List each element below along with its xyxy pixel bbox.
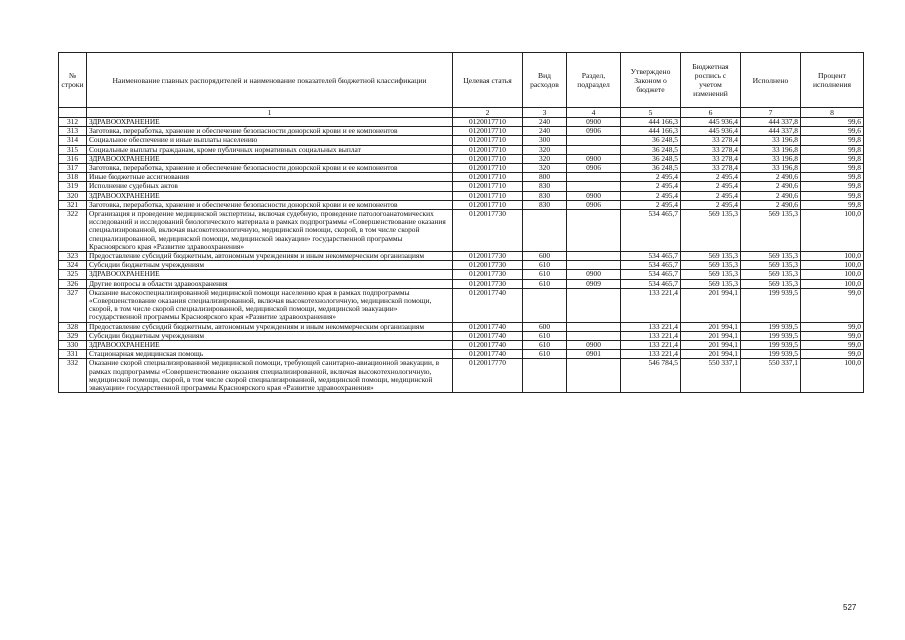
row-target-article: 0120017740 [453, 331, 523, 340]
row-section: 0906 [567, 200, 621, 209]
row-approved: 534 465,7 [621, 252, 681, 261]
row-name: Предоставление субсидий бюджетным, автономным учреждениям и иным некоммерческим организациям [87, 322, 453, 331]
column-header-approved: Утверждено Законом о бюджете [621, 53, 681, 108]
row-expense-type: 320 [523, 154, 567, 163]
row-executed: 199 939,5 [741, 288, 801, 322]
row-approved: 2 495,4 [621, 200, 681, 209]
row-budget-list: 569 135,3 [681, 270, 741, 279]
row-expense-type: 300 [523, 136, 567, 145]
column-header-number: № строки [59, 53, 87, 108]
table-row [59, 359, 864, 393]
column-header-percent: Процент исполнения [801, 53, 864, 108]
row-percent: 99,6 [801, 118, 864, 127]
row-expense-type: 800 [523, 173, 567, 182]
table-row [59, 191, 864, 200]
row-section: 0906 [567, 127, 621, 136]
row-number: 328 [59, 322, 87, 331]
row-percent: 99,8 [801, 164, 864, 173]
row-number: 316 [59, 154, 87, 163]
row-target-article: 0120017710 [453, 182, 523, 191]
row-number: 330 [59, 341, 87, 350]
row-number: 315 [59, 145, 87, 154]
row-target-article: 0120017710 [453, 145, 523, 154]
budget-execution-table [58, 52, 864, 393]
row-name: Субсидии бюджетным учреждениям [87, 261, 453, 270]
column-number: 6 [681, 108, 741, 118]
row-percent: 99,6 [801, 127, 864, 136]
column-number: 5 [621, 108, 681, 118]
row-expense-type: 600 [523, 322, 567, 331]
row-section: 0900 [567, 191, 621, 200]
column-header-section: Раздел, подраздел [567, 53, 621, 108]
row-percent: 99,8 [801, 200, 864, 209]
row-percent: 100,0 [801, 270, 864, 279]
row-budget-list: 445 936,4 [681, 127, 741, 136]
row-section: 0900 [567, 118, 621, 127]
row-percent: 99,8 [801, 173, 864, 182]
row-expense-type: 600 [523, 252, 567, 261]
row-budget-list: 201 994,1 [681, 350, 741, 359]
table-row [59, 136, 864, 145]
row-number: 327 [59, 288, 87, 322]
row-section: 0900 [567, 341, 621, 350]
row-executed: 199 939,5 [741, 341, 801, 350]
row-number: 331 [59, 350, 87, 359]
row-percent: 100,0 [801, 279, 864, 288]
row-approved: 36 248,5 [621, 145, 681, 154]
row-approved: 36 248,5 [621, 136, 681, 145]
row-name: Предоставление субсидий бюджетным, автономным учреждениям и иным некоммерческим организациям [87, 252, 453, 261]
row-percent: 99,8 [801, 154, 864, 163]
row-budget-list: 2 495,4 [681, 182, 741, 191]
row-budget-list: 33 278,4 [681, 136, 741, 145]
row-section [567, 288, 621, 322]
row-name: ЗДРАВООХРАНЕНИЕ [87, 341, 453, 350]
row-executed: 33 196,8 [741, 145, 801, 154]
row-expense-type [523, 210, 567, 252]
row-executed: 33 196,8 [741, 154, 801, 163]
row-number: 319 [59, 182, 87, 191]
row-name: ЗДРАВООХРАНЕНИЕ [87, 270, 453, 279]
row-budget-list: 201 994,1 [681, 341, 741, 350]
row-approved: 36 248,5 [621, 164, 681, 173]
row-section: 0909 [567, 279, 621, 288]
row-executed: 199 939,5 [741, 350, 801, 359]
row-expense-type: 240 [523, 118, 567, 127]
row-expense-type: 610 [523, 331, 567, 340]
row-number: 312 [59, 118, 87, 127]
row-number: 329 [59, 331, 87, 340]
table-header-row [59, 53, 864, 108]
row-percent: 99,0 [801, 350, 864, 359]
row-name: Исполнение судебных актов [87, 182, 453, 191]
row-approved: 2 495,4 [621, 173, 681, 182]
row-budget-list: 2 495,4 [681, 173, 741, 182]
row-expense-type: 320 [523, 145, 567, 154]
row-number: 318 [59, 173, 87, 182]
row-budget-list: 33 278,4 [681, 145, 741, 154]
row-executed: 569 135,3 [741, 210, 801, 252]
row-section [567, 359, 621, 393]
row-budget-list: 33 278,4 [681, 154, 741, 163]
row-name: Социальное обеспечение и иные выплаты населению [87, 136, 453, 145]
row-number: 321 [59, 200, 87, 209]
row-budget-list: 201 994,1 [681, 331, 741, 340]
row-approved: 133 221,4 [621, 331, 681, 340]
row-number: 323 [59, 252, 87, 261]
row-expense-type [523, 359, 567, 393]
row-section [567, 322, 621, 331]
row-percent: 99,0 [801, 331, 864, 340]
row-target-article: 0120017730 [453, 270, 523, 279]
row-expense-type: 610 [523, 341, 567, 350]
row-expense-type: 830 [523, 200, 567, 209]
row-section [567, 210, 621, 252]
table-row [59, 270, 864, 279]
table-row [59, 261, 864, 270]
table-body [59, 118, 864, 393]
row-number: 322 [59, 210, 87, 252]
row-name: Субсидии бюджетным учреждениям [87, 331, 453, 340]
row-number: 313 [59, 127, 87, 136]
row-budget-list: 33 278,4 [681, 164, 741, 173]
row-budget-list: 445 936,4 [681, 118, 741, 127]
row-budget-list: 2 495,4 [681, 191, 741, 200]
row-approved: 133 221,4 [621, 322, 681, 331]
column-number: 2 [453, 108, 523, 118]
row-target-article: 0120017710 [453, 127, 523, 136]
row-percent: 99,0 [801, 322, 864, 331]
table-row [59, 331, 864, 340]
column-header-budget-list: Бюджетная роспись с учетом изменений [681, 53, 741, 108]
row-number: 326 [59, 279, 87, 288]
column-number: 4 [567, 108, 621, 118]
row-name: Иные бюджетные ассигнования [87, 173, 453, 182]
row-executed: 2 490,6 [741, 173, 801, 182]
row-name: ЗДРАВООХРАНЕНИЕ [87, 191, 453, 200]
row-expense-type: 830 [523, 182, 567, 191]
row-approved: 534 465,7 [621, 279, 681, 288]
row-target-article: 0120017740 [453, 341, 523, 350]
row-section [567, 136, 621, 145]
row-number: 314 [59, 136, 87, 145]
row-approved: 444 166,3 [621, 127, 681, 136]
row-name: Оказание скорой специализированной медицинской помощи, требующей санитарно-авиационной эвакуации, в рамках подпрограммы «Совершенствование оказания специализированной, включая высокотехнологичную, медицинской помощи, скорой, в том числе скорой специализированной, медицинской помощи, медицинской эвакуации» государственной программы Красноярского края «Развитие здравоохранения» [87, 359, 453, 393]
row-executed: 569 135,3 [741, 270, 801, 279]
row-section [567, 252, 621, 261]
row-approved: 36 248,5 [621, 154, 681, 163]
row-approved: 534 465,7 [621, 270, 681, 279]
column-number: 7 [741, 108, 801, 118]
column-header-expense-type: Вид расходов [523, 53, 567, 108]
row-expense-type: 830 [523, 191, 567, 200]
row-percent: 100,0 [801, 252, 864, 261]
row-target-article: 0120017730 [453, 261, 523, 270]
row-percent: 99,0 [801, 341, 864, 350]
row-target-article: 0120017710 [453, 200, 523, 209]
row-target-article: 0120017740 [453, 350, 523, 359]
row-budget-list: 569 135,3 [681, 252, 741, 261]
row-expense-type: 610 [523, 279, 567, 288]
row-executed: 33 196,8 [741, 136, 801, 145]
row-expense-type: 610 [523, 261, 567, 270]
row-approved: 546 784,5 [621, 359, 681, 393]
row-budget-list: 2 495,4 [681, 200, 741, 209]
row-budget-list: 569 135,3 [681, 279, 741, 288]
row-percent: 99,8 [801, 145, 864, 154]
row-number: 324 [59, 261, 87, 270]
row-name: Стационарная медицинская помощь [87, 350, 453, 359]
column-header-executed: Исполнено [741, 53, 801, 108]
row-executed: 33 196,8 [741, 164, 801, 173]
row-target-article: 0120017730 [453, 210, 523, 252]
row-approved: 2 495,4 [621, 191, 681, 200]
row-expense-type: 320 [523, 164, 567, 173]
row-number: 325 [59, 270, 87, 279]
row-target-article: 0120017730 [453, 252, 523, 261]
row-percent: 100,0 [801, 359, 864, 393]
row-percent: 99,0 [801, 288, 864, 322]
row-budget-list: 569 135,3 [681, 210, 741, 252]
row-name: ЗДРАВООХРАНЕНИЕ [87, 118, 453, 127]
row-target-article: 0120017710 [453, 136, 523, 145]
row-executed: 199 939,5 [741, 322, 801, 331]
column-header-target: Целевая статья [453, 53, 523, 108]
row-number: 320 [59, 191, 87, 200]
row-target-article: 0120017710 [453, 154, 523, 163]
row-target-article: 0120017730 [453, 279, 523, 288]
table-row [59, 173, 864, 182]
row-percent: 99,8 [801, 136, 864, 145]
row-section: 0906 [567, 164, 621, 173]
row-section [567, 173, 621, 182]
row-number: 317 [59, 164, 87, 173]
row-budget-list: 569 135,3 [681, 261, 741, 270]
row-target-article: 0120017710 [453, 164, 523, 173]
row-executed: 550 337,1 [741, 359, 801, 393]
page-number: 527 [843, 603, 857, 612]
column-number: 1 [87, 108, 453, 118]
row-section [567, 182, 621, 191]
row-expense-type: 240 [523, 127, 567, 136]
row-target-article: 0120017740 [453, 322, 523, 331]
row-executed: 444 337,8 [741, 118, 801, 127]
row-executed: 569 135,3 [741, 279, 801, 288]
row-executed: 569 135,3 [741, 252, 801, 261]
column-number: 3 [523, 108, 567, 118]
row-budget-list: 550 337,1 [681, 359, 741, 393]
row-section: 0901 [567, 350, 621, 359]
row-approved: 133 221,4 [621, 288, 681, 322]
row-approved: 444 166,3 [621, 118, 681, 127]
row-target-article: 0120017740 [453, 288, 523, 322]
row-percent: 99,8 [801, 182, 864, 191]
table-row [59, 182, 864, 191]
row-number: 332 [59, 359, 87, 393]
row-name: Оказание высокоспециализированной медицинской помощи населению края в рамках подпрограммы «Совершенствование оказания специализированной, включая высокотехнологичную, медицинской помощи, скорой, в том числе скорой специализированной, медицинской помощи, медицинской эвакуации» государственной программы Красноярского края «Развитие здравоохранения» [87, 288, 453, 322]
row-approved: 2 495,4 [621, 182, 681, 191]
row-target-article: 0120017710 [453, 173, 523, 182]
row-section: 0900 [567, 154, 621, 163]
row-target-article: 0120017770 [453, 359, 523, 393]
row-name: Организация и проведение медицинской экспертизы, включая судебную, проведение патологоанатомических исследований и исследований биологического материала в рамках подпрограммы «Совершенствование оказания специализированной, включая высокотехнологичную, медицинской помощи, скорой, в том числе скорой специализированной, медицинской помощи, медицинской эвакуации» государственной программы Красноярского края «Развитие здравоохранения» [87, 210, 453, 252]
column-number-blank [59, 108, 87, 118]
row-budget-list: 201 994,1 [681, 322, 741, 331]
row-expense-type: 610 [523, 350, 567, 359]
row-target-article: 0120017710 [453, 191, 523, 200]
row-executed: 2 490,6 [741, 182, 801, 191]
row-section [567, 145, 621, 154]
table-row [59, 322, 864, 331]
table-row [59, 210, 864, 252]
row-executed: 2 490,6 [741, 191, 801, 200]
row-section: 0900 [567, 270, 621, 279]
table-row [59, 145, 864, 154]
row-approved: 534 465,7 [621, 261, 681, 270]
row-approved: 133 221,4 [621, 350, 681, 359]
column-number: 8 [801, 108, 864, 118]
row-target-article: 0120017710 [453, 118, 523, 127]
row-percent: 100,0 [801, 210, 864, 252]
row-executed: 569 135,3 [741, 261, 801, 270]
table-row [59, 288, 864, 322]
row-percent: 99,8 [801, 191, 864, 200]
row-name: Другие вопросы в области здравоохранения [87, 279, 453, 288]
column-header-name: Наименование главных распорядителей и наименование показателей бюджетной классификации [87, 53, 453, 108]
column-number-row [59, 108, 864, 118]
row-name: Социальные выплаты гражданам, кроме публичных нормативных социальных выплат [87, 145, 453, 154]
row-expense-type: 610 [523, 270, 567, 279]
row-approved: 534 465,7 [621, 210, 681, 252]
row-executed: 444 337,8 [741, 127, 801, 136]
row-approved: 133 221,4 [621, 341, 681, 350]
row-executed: 199 939,5 [741, 331, 801, 340]
row-name: ЗДРАВООХРАНЕНИЕ [87, 154, 453, 163]
row-name: Заготовка, переработка, хранение и обеспечение безопасности донорской крови и ее компонентов [87, 200, 453, 209]
row-name: Заготовка, переработка, хранение и обеспечение безопасности донорской крови и ее компонентов [87, 127, 453, 136]
row-expense-type [523, 288, 567, 322]
row-executed: 2 490,6 [741, 200, 801, 209]
row-name: Заготовка, переработка, хранение и обеспечение безопасности донорской крови и ее компонентов [87, 164, 453, 173]
row-percent: 100,0 [801, 261, 864, 270]
row-budget-list: 201 994,1 [681, 288, 741, 322]
table-row [59, 279, 864, 288]
